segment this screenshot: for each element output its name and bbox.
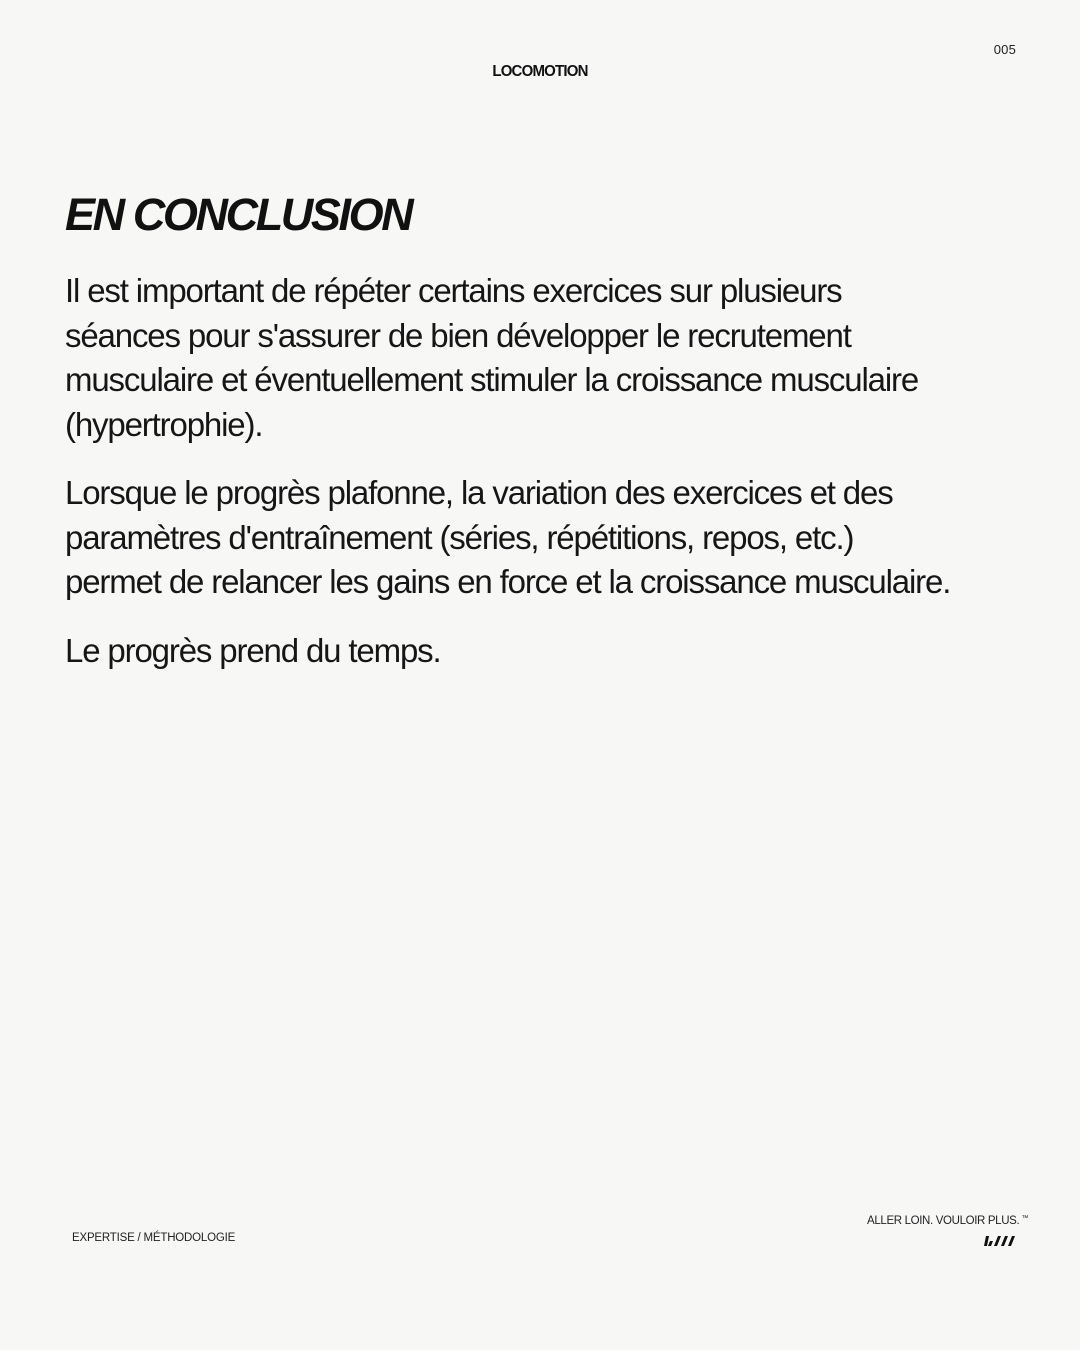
footer-tagline [867,1215,1028,1227]
page-title: EN CONCLUSION [65,189,412,240]
trademark-symbol: ™ [1021,1215,1028,1222]
paragraph-3: Le progrès prend du temps. [65,631,441,669]
main-content [65,185,1025,697]
tagline-text: ALLER LOIN. VOULOIR PLUS. [867,1215,1020,1227]
brand-logo: LOCOMOTION [492,62,588,81]
brand-slashes-icon [982,1233,1016,1251]
footer-brand-block [867,1215,1028,1251]
paragraph-1: Il est important de répéter certains exercices sur plusieurs séances pour s'assurer de bien développer le recrutement musculaire et éventuellement stimuler la croissance musculaire (hypertrophie). [65,272,919,443]
footer-category: EXPERTISE / MÉTHODOLOGIE [72,1232,236,1244]
page-number: 005 [993,42,1016,57]
paragraph-2: Lorsque le progrès plafonne, la variation des exercices et des paramètres d'entraînement (séries, répétitions, repos, etc.) permet de relancer les gains en force et la croissance musculaire. [65,474,951,600]
